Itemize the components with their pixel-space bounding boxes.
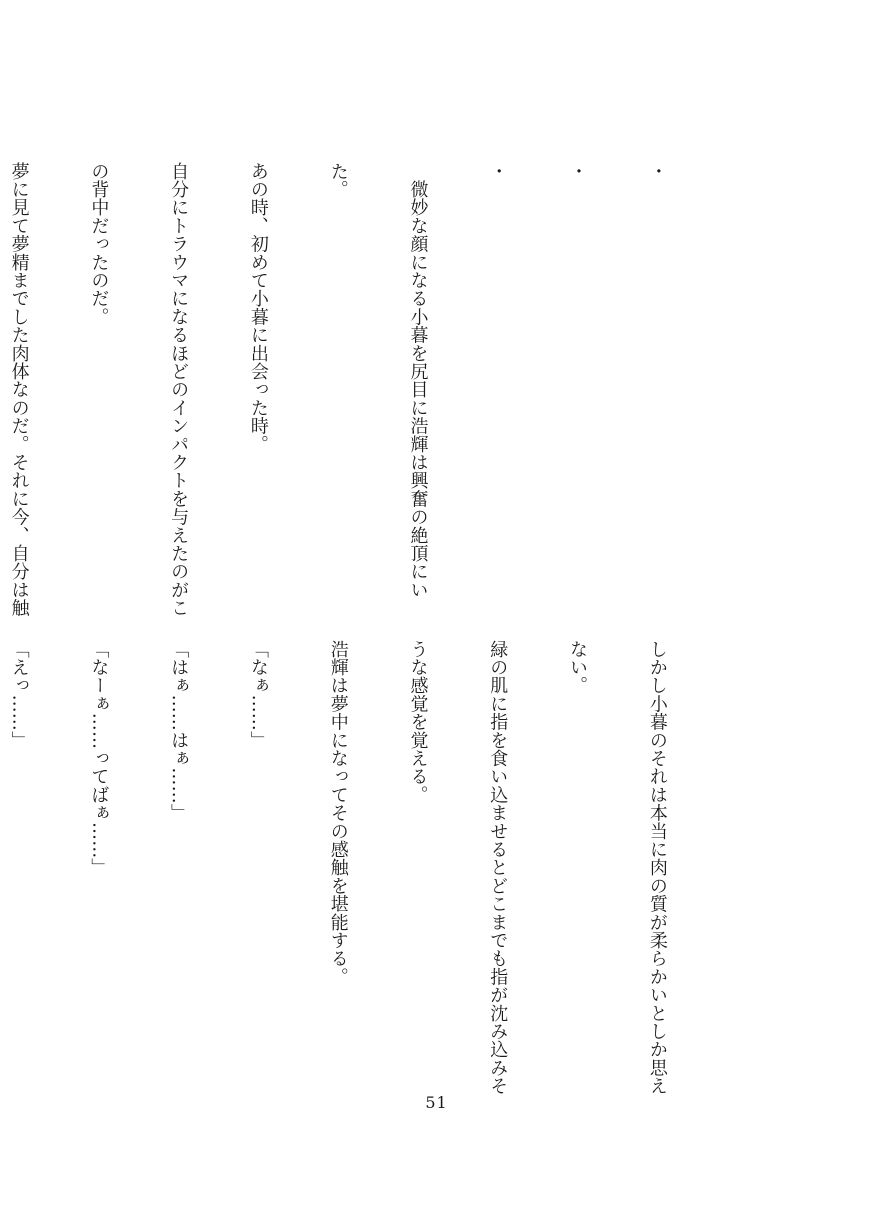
text-line: 「なぁ……」 xyxy=(247,640,269,750)
text-line: 夢に見て夢精までした肉体なのだ。それに今、自分は触 xyxy=(8,162,30,617)
text-line: の背中だったのだ。 xyxy=(88,162,110,326)
text-line: 「えっ……」 xyxy=(8,640,30,750)
text-line: 自分にトラウマになるほどのインパクトを与えたのがこ xyxy=(168,162,190,617)
text-line: ・ xyxy=(487,162,509,181)
text-line: 微妙な顔になる小暮を尻目に浩輝は興奮の絶頂にい xyxy=(407,162,429,599)
text-line: た。 xyxy=(327,162,349,199)
text-line: あの時、初めて小暮に出会った時。 xyxy=(247,162,269,454)
text-line: 「なーぁ……ってばぁ……」 xyxy=(88,640,110,877)
text-line: ・ xyxy=(567,162,589,181)
text-block-bottom xyxy=(8,640,723,1095)
page-number: 51 xyxy=(425,1093,448,1112)
text-line: うな感覚を覚える。 xyxy=(407,640,429,804)
text-line: ない。 xyxy=(567,640,589,695)
text-line: ・ xyxy=(646,162,668,181)
text-line: しかし小暮のそれは本当に肉の質が柔らかいとしか思え xyxy=(646,640,668,1095)
text-block-top xyxy=(8,162,723,617)
text-line: 浩輝は夢中になってその感触を堪能する。 xyxy=(327,640,349,986)
text-line: 「はぁ……はぁ……」 xyxy=(168,640,190,822)
text-line: 緑の肌に指を食い込ませるとどこまでも指が沈み込みそ xyxy=(487,640,509,1095)
